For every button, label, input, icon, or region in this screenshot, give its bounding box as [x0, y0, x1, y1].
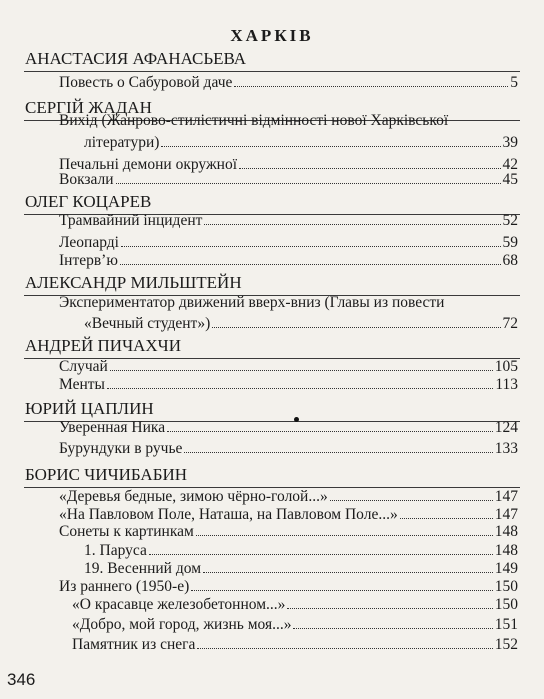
- entry-title: Менты: [59, 376, 105, 393]
- entry-page: 72: [502, 315, 518, 332]
- entry-page: 52: [502, 212, 518, 229]
- dot-leader: [400, 504, 493, 519]
- entry-title: Бурундуки в ручье: [59, 440, 183, 457]
- toc-entry[interactable]: [72, 614, 518, 636]
- entry-page: 148: [494, 523, 518, 540]
- entry-title: Вокзали: [59, 171, 114, 188]
- dot-leader: [121, 232, 501, 247]
- toc-entry[interactable]: [59, 417, 518, 439]
- toc-entry[interactable]: [59, 438, 518, 460]
- dot-leader: [167, 417, 493, 432]
- entry-title-line1: Вихід (Жанрово-стилістичні відмінності нової Харківської: [59, 112, 449, 129]
- entry-title: «Деревья бедные, зимою чёрно-голой...»: [59, 488, 328, 505]
- entry-page: 68: [502, 252, 518, 269]
- entry-title: «О красавце железобетонном...»: [72, 596, 286, 613]
- entry-page: 105: [494, 358, 518, 375]
- entry-title: Памятник из снега: [72, 636, 196, 653]
- entry-title: «Добро, мой город, жизнь моя...»: [72, 616, 292, 633]
- entry-page: 59: [502, 234, 518, 251]
- dot-leader: [204, 210, 500, 225]
- entry-title: Случай: [59, 358, 108, 375]
- entry-title: Леопарді: [59, 234, 119, 251]
- toc-entry[interactable]: [72, 634, 518, 656]
- entry-page: 113: [495, 376, 518, 393]
- entry-page: 42: [502, 156, 518, 173]
- dot-leader: [212, 313, 500, 328]
- dot-leader: [110, 356, 493, 371]
- dot-leader: [149, 540, 493, 555]
- dot-leader: [161, 132, 500, 147]
- dot-leader: [287, 594, 492, 609]
- dot-leader: [203, 558, 493, 573]
- entry-page: 152: [494, 636, 518, 653]
- entry-title: Из раннего (1950-е): [59, 578, 190, 595]
- dot-leader: [107, 374, 493, 389]
- toc-entry[interactable]: [72, 594, 518, 616]
- author-heading: АНДРЕЙ ПИЧАХЧИ: [25, 336, 181, 355]
- dot-leader: [120, 250, 501, 265]
- entry-page: 45: [502, 171, 518, 188]
- author-heading: ОЛЕГ КОЦАРЕВ: [25, 192, 152, 211]
- toc-entry[interactable]: [59, 169, 518, 191]
- dot-leader: [191, 576, 492, 591]
- entry-page: 148: [494, 542, 518, 559]
- author-heading: АНАСТАСИЯ АФАНАСЬЕВА: [25, 49, 247, 68]
- entry-page: 150: [494, 578, 518, 595]
- dot-leader: [184, 438, 492, 453]
- entry-page: 147: [494, 506, 518, 523]
- entry-title-line1: Экспериментатор движений вверх-вниз (Главы из повести: [59, 294, 445, 311]
- entry-page: 150: [494, 596, 518, 613]
- author-heading: СЕРГІЙ ЖАДАН: [25, 98, 152, 117]
- entry-page: 147: [494, 488, 518, 505]
- toc-entry[interactable]: [84, 132, 518, 154]
- entry-title: Повесть о Сабуровой даче: [59, 74, 233, 91]
- entry-title: Сонеты к картинкам: [59, 523, 194, 540]
- entry-title: Інтерв’ю: [59, 252, 118, 269]
- toc-entry[interactable]: [59, 374, 518, 396]
- author-heading: ЮРИЙ ЦАПЛИН: [25, 399, 154, 418]
- entry-title: «На Павловом Поле, Наташа, на Павловом Поле...»: [59, 506, 398, 523]
- toc-entry[interactable]: [59, 72, 518, 94]
- dot-leader: [293, 614, 492, 629]
- dot-leader: [116, 169, 501, 184]
- dot-leader: [197, 634, 492, 649]
- author-heading: АЛЕКСАНДР МИЛЬШТЕЙН: [25, 273, 242, 292]
- entry-title: Трамвайний інцидент: [59, 212, 203, 229]
- toc-entry[interactable]: [84, 313, 518, 335]
- entry-title: 1. Паруса: [84, 542, 147, 559]
- entry-page: 133: [494, 440, 518, 457]
- toc-entry[interactable]: [59, 210, 518, 232]
- entry-title: літератури): [84, 134, 160, 151]
- section-title: ХАРКІВ: [230, 26, 314, 45]
- dot-leader: [330, 486, 493, 501]
- entry-title: Уверенная Ника: [59, 419, 166, 436]
- entry-title: Печальні демони окружної: [59, 156, 238, 173]
- entry-page: 124: [494, 419, 518, 436]
- author-heading: БОРИС ЧИЧИБАБИН: [25, 465, 188, 484]
- dot-leader: [234, 72, 508, 87]
- dot-leader: [239, 154, 500, 169]
- entry-page: 151: [494, 616, 518, 633]
- entry-page: 149: [494, 560, 518, 577]
- dot-leader: [196, 521, 493, 536]
- page-number: 346: [7, 670, 36, 689]
- entry-title: 19. Весенний дом: [84, 560, 202, 577]
- entry-title: «Вечный студент»): [84, 315, 211, 332]
- entry-page: 5: [510, 74, 518, 91]
- entry-page: 39: [502, 134, 518, 151]
- toc-entry[interactable]: [59, 250, 518, 272]
